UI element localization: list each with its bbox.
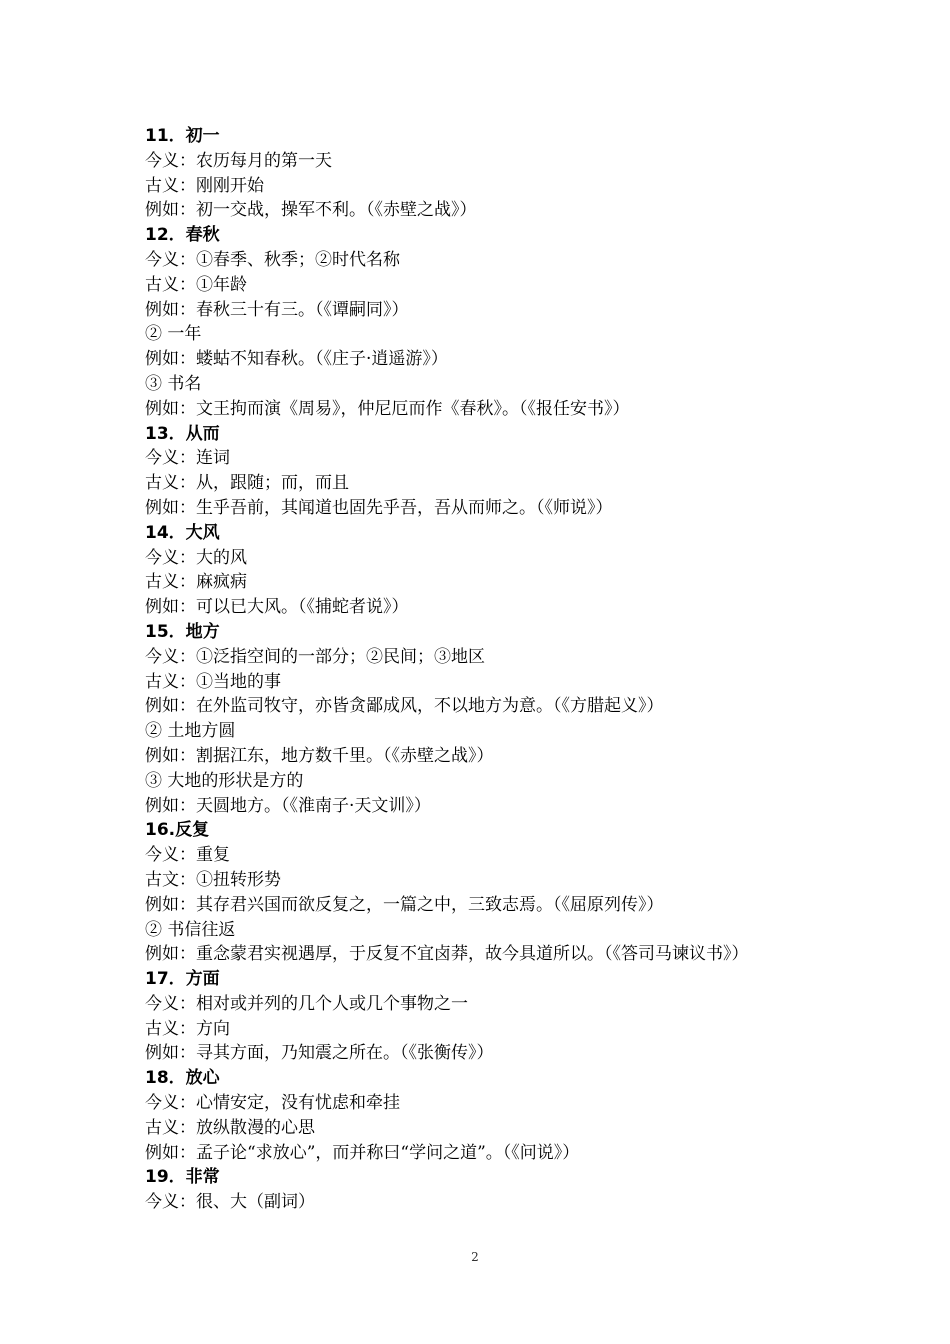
entry-heading: 15．地方: [145, 621, 220, 642]
entry-line: 例如：文王拘而演《周易》，仲尼厄而作《春秋》。（《报任安书》）: [145, 398, 630, 419]
entry-heading: 12．春秋: [145, 225, 220, 246]
entry-line: 例如：寻其方面，乃知震之所在。（《张衡传》）: [145, 1043, 494, 1064]
entry-line: ② 书信往返: [145, 919, 236, 940]
entry-line: ③ 大地的形状是方的: [145, 770, 304, 791]
entry-line: 例如：可以已大风。（《捕蛇者说》）: [145, 597, 409, 618]
entry-line: 古义：刚刚开始: [145, 175, 264, 196]
page-number: 2: [471, 1250, 479, 1264]
entry-line: 今义：心情安定，没有忧虑和牵挂: [145, 1093, 400, 1114]
entry-heading: 11．初一: [145, 126, 220, 146]
entry-line: 古义：方向: [145, 1018, 230, 1039]
entry-line: 今义：重复: [145, 845, 230, 866]
entry-line: 古义：从，跟随；而，而且: [145, 473, 349, 494]
entry-heading: 13．从而: [145, 423, 220, 444]
entry-line: 例如：割据江东，地方数千里。（《赤壁之战》）: [145, 745, 494, 766]
entry-heading: 16.反复: [145, 820, 210, 841]
entry-line: 今义：连词: [145, 448, 230, 469]
entry-line: 例如：其存君兴国而欲反复之，一篇之中，三致志焉。（《屈原列传》）: [145, 894, 664, 915]
entry-line: ② 一年: [145, 324, 202, 345]
entry-line: 古义：麻疯病: [145, 572, 247, 593]
entry-line: 今义：农历每月的第一天: [145, 150, 332, 171]
entry-line: 今义：大的风: [145, 547, 247, 568]
entry-heading: 17．方面: [145, 969, 220, 990]
entry-line: 例如：重念蒙君实视遇厚，于反复不宜卤莽，故今具道所以。（《答司马谏议书》）: [145, 944, 749, 965]
entry-heading: 14．大风: [145, 522, 220, 543]
entry-line: ② 土地方圆: [145, 721, 236, 742]
entry-line: 例如：春秋三十有三。（《谭嗣同》）: [145, 299, 409, 320]
entry-line: 古义：放纵散漫的心思: [145, 1117, 315, 1138]
entry-heading: 18．放心: [145, 1068, 220, 1089]
entry-line: 今义：相对或并列的几个人或几个事物之一: [145, 993, 468, 1014]
entry-line: ③ 书名: [145, 373, 202, 394]
entry-line: 今义：①春季、秋季；②时代名称: [145, 249, 400, 270]
entry-line: 古义：①年龄: [145, 274, 247, 295]
entry-line: 今义：①泛指空间的一部分；②民间；③地区: [145, 646, 485, 667]
entry-heading: 19．非常: [145, 1167, 220, 1188]
entry-line: 今义：很、大（副词）: [145, 1192, 315, 1213]
entry-line: 例如：在外监司牧守，亦皆贪鄙成风，不以地方为意。（《方腊起义》）: [145, 696, 664, 717]
entry-line: 古义：①当地的事: [145, 671, 281, 692]
entry-line: 古文：①扭转形势: [145, 869, 281, 890]
entry-line: 例如：生乎吾前，其闻道也固先乎吾，吾从而师之。（《师说》）: [145, 497, 613, 518]
entry-line: 例如：蝼蛄不知春秋。（《庄子·逍遥游》）: [145, 349, 448, 370]
document-body: [145, 124, 925, 1215]
entry-line: 例如：初一交战，操军不利。（《赤壁之战》）: [145, 200, 477, 221]
entry-line: 例如：孟子论“求放心”，而并称曰“学问之道”。（《问说》）: [145, 1142, 580, 1163]
entry-line: 例如：天圆地方。（《淮南子·天文训》）: [145, 795, 431, 816]
